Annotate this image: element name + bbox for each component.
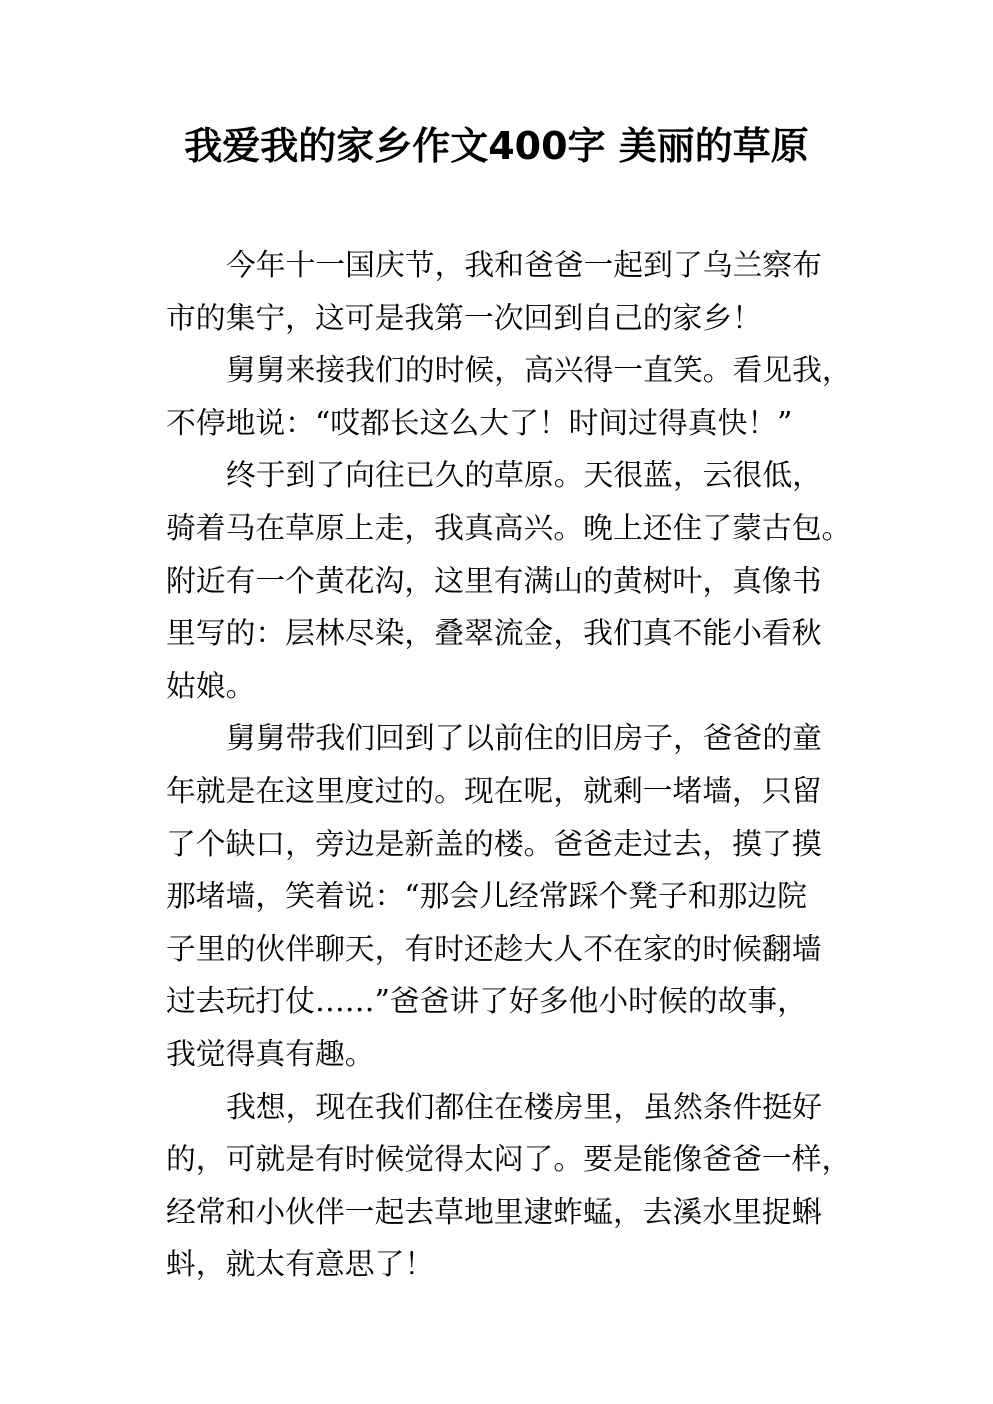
essay-line: 附近有一个黄花沟，这里有满山的黄树叶，真像书 <box>166 563 822 599</box>
essay-line: 经常和小伙伴一起去草地里逮蚱蜢，去溪水里捉蝌 <box>166 1194 822 1230</box>
essay-line: 不停地说：“哎都长这么大了！时间过得真快！” <box>166 405 793 441</box>
essay-line: 的，可就是有时候觉得太闷了。要是能像爸爸一样， <box>166 1142 852 1178</box>
essay-line: 子里的伙伴聊天，有时还趁大人不在家的时候翻墙 <box>166 931 822 967</box>
essay-line: 终于到了向往已久的草原。天很蓝，云很低， <box>226 458 822 494</box>
essay-line: 舅舅来接我们的时候，高兴得一直笑。看见我， <box>226 353 852 389</box>
essay-line: 蚪，就太有意思了！ <box>166 1247 435 1283</box>
essay-line: 过去玩打仗……”爸爸讲了好多他小时候的故事， <box>166 984 807 1020</box>
essay-line: 市的集宁，这可是我第一次回到自己的家乡！ <box>166 300 762 336</box>
essay-line: 骑着马在草原上走，我真高兴。晚上还住了蒙古包。 <box>166 510 852 546</box>
essay-body <box>166 240 852 1292</box>
essay-line: 了个缺口，旁边是新盖的楼。爸爸走过去，摸了摸 <box>166 826 822 862</box>
essay-line: 今年十一国庆节，我和爸爸一起到了乌兰察布 <box>226 248 822 283</box>
document-title: 我爱我的家乡作文400字 美丽的草原 <box>184 124 809 168</box>
essay-line: 我想，现在我们都住在楼房里，虽然条件挺好 <box>226 1089 822 1125</box>
essay-line: 舅舅带我们回到了以前住的旧房子，爸爸的童 <box>226 721 822 757</box>
essay-line: 年就是在这里度过的。现在呢，就剩一堵墙，只留 <box>166 773 822 809</box>
essay-line: 我觉得真有趣。 <box>166 1036 375 1072</box>
essay-line: 那堵墙，笑着说：“那会儿经常踩个凳子和那边院 <box>166 879 807 915</box>
essay-line: 里写的：层林尽染，叠翠流金，我们真不能小看秋 <box>166 616 822 652</box>
essay-line: 姑娘。 <box>166 668 256 704</box>
